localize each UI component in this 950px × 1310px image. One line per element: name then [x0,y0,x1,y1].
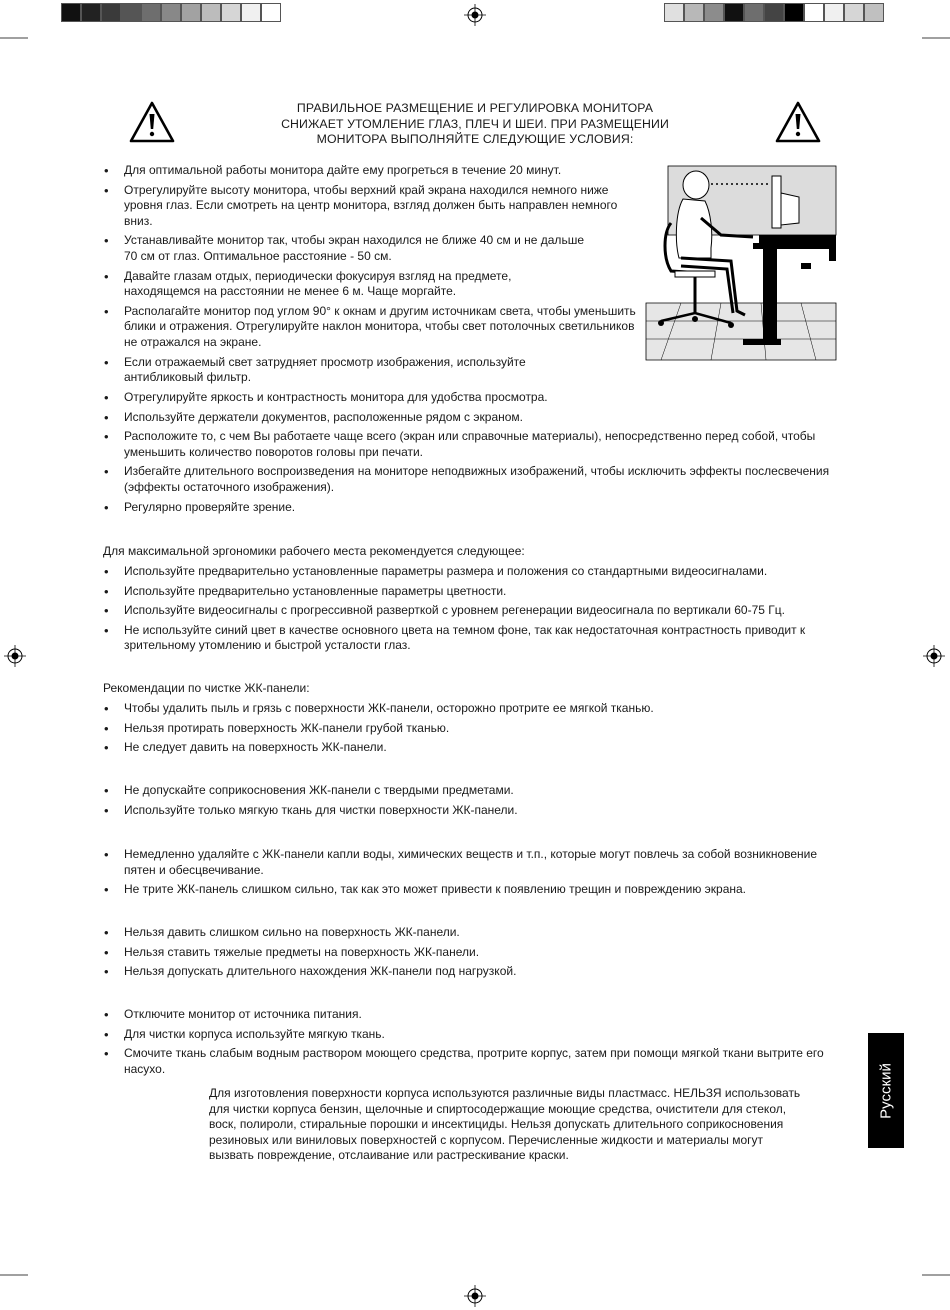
list-item: • Нельзя ставить тяжелые предметы на поверхность ЖК-панели. [103,945,843,961]
ergonomic-workstation-illustration [641,163,840,363]
list-item: • Располагайте монитор под углом 90° к окнам и другим источникам света, чтобы уменьшить блики и отражения. Отрегулируйте наклон монитора, чтобы свет потолочных светильников не отражался на экране. [103,304,639,351]
list-item: • Устанавливайте монитор так, чтобы экран находился не ближе 40 см и не дальше 70 см от глаз. Оптимальное расстояние - 50 см. [103,233,594,264]
list-item: • Не трите ЖК-панель слишком сильно, так как это может привести к появлению трещин и повреждению экрана. [103,882,843,898]
list-item: • Не допускайте соприкосновения ЖК-панели с твердыми предметами. [103,783,843,799]
list-item: • Используйте предварительно установленные параметры цветности. [103,584,843,600]
cleaning-list [103,701,843,760]
ergonomics-intro: Для максимальной эргономики рабочего места рекомендуется следующее: [103,544,525,558]
list-item: • Избегайте длительного воспроизведения на мониторе неподвижных изображений, чтобы исключить эффекты послесвечения (эффекты остаточного изображения). [103,464,833,495]
ergonomics-list [103,564,843,658]
list-item: • Отрегулируйте яркость и контрастность монитора для удобства просмотра. [103,390,833,406]
list-item: • Отключите монитор от источника питания. [103,1007,843,1023]
list-item: • Используйте видеосигналы с прогрессивной разверткой с уровнем регенерации видеосигнала по вертикали 60-75 Гц. [103,603,843,619]
list-item: • Используйте только мягкую ткань для чистки поверхности ЖК-панели. [103,803,843,819]
list-item: • Нельзя допускать длительного нахождения ЖК-панели под нагрузкой. [103,964,843,980]
list-item: • Нельзя давить слишком сильно на поверхность ЖК-панели. [103,925,843,941]
monitor-placement-list-continued [103,390,833,519]
list-item: • Смочите ткань слабым водным раствором моющего средства, протрите корпус, затем при помощи мягкой ткани вытрите его насухо. [103,1046,843,1077]
list-item: • Расположите то, с чем Вы работаете чаще всего (экран или справочные материалы), непосредственно перед собой, чтобы уменьшить количество поворотов головы при печати. [103,429,833,460]
hard-objects-list [103,783,843,822]
list-item: • Для оптимальной работы монитора дайте ему прогреться в течение 20 минут. [103,163,643,179]
list-item: • Нельзя протирать поверхность ЖК-панели грубой тканью. [103,721,843,737]
language-tab-label: Русский [877,1062,895,1119]
list-item: • Чтобы удалить пыль и грязь с поверхности ЖК-панели, осторожно протрите ее мягкой тканью. [103,701,843,717]
warning-triangle-icon [774,100,822,144]
heading-line-1: ПРАВИЛЬНОЕ РАЗМЕЩЕНИЕ И РЕГУЛИРОВКА МОНИТОРА [296,101,654,115]
list-item: • Используйте предварительно установленные параметры размера и положения со стандартными видеосигналами. [103,564,843,580]
warning-heading [230,101,720,148]
pressure-list [103,925,843,984]
list-item: • Отрегулируйте высоту монитора, чтобы верхний край экрана находился немного ниже уровня глаз. Если смотреть на центр монитора, взгляд должен быть направлен немного вниз. [103,183,639,230]
list-item: • Если отражаемый свет затрудняет просмотр изображения, используйте антибликовый фильтр. [103,355,594,386]
warning-triangle-icon [128,100,176,144]
list-item: • Немедленно удаляйте с ЖК-панели капли воды, химических веществ и т.п., которые могут повлечь за собой возникновение пятен и обесцвечивание. [103,847,843,878]
heading-line-2: СНИЖАЕТ УТОМЛЕНИЕ ГЛАЗ, ПЛЕЧ И ШЕИ. ПРИ РАЗМЕЩЕНИИ [281,116,669,131]
list-item: • Не следует давить на поверхность ЖК-панели. [103,740,843,756]
cabinet-cleaning-list [103,1007,843,1081]
monitor-placement-list [103,163,643,390]
language-tab [868,1033,904,1148]
list-item: • Используйте держатели документов, расположенные рядом с экраном. [103,410,833,426]
heading-line-3: МОНИТОРА ВЫПОЛНЯЙТЕ СЛЕДУЮЩИЕ УСЛОВИЯ: [316,132,634,146]
list-item: • Не используйте синий цвет в качестве основного цвета на темном фоне, так как недостаточная контрастность приводит к зрительному утомлению и быстрой усталости глаз. [103,623,843,654]
liquids-list [103,847,843,902]
cabinet-note: Для изготовления поверхности корпуса используются различные виды пластмасс. НЕЛЬЗЯ использовать для чистки корпуса бензин, щелочные и спиртосодержащие моющие средства, очистители для стекол, воск, полироли, стиральные порошки и инсектициды. Нельзя допускать длительного соприкосновения резиновых или виниловых поверхностей с корпусом. Перечисленные жидкости и материалы могут вызвать повреждение, отслаивание или растрескивание краски. [209,1086,801,1163]
list-item: • Давайте глазам отдых, периодически фокусируя взгляд на предмете, находящемся на расстоянии не менее 6 м. Чаще моргайте. [103,269,569,300]
cleaning-intro: Рекомендации по чистке ЖК-панели: [103,681,310,695]
list-item: • Для чистки корпуса используйте мягкую ткань. [103,1027,843,1043]
list-item: • Регулярно проверяйте зрение. [103,500,833,516]
